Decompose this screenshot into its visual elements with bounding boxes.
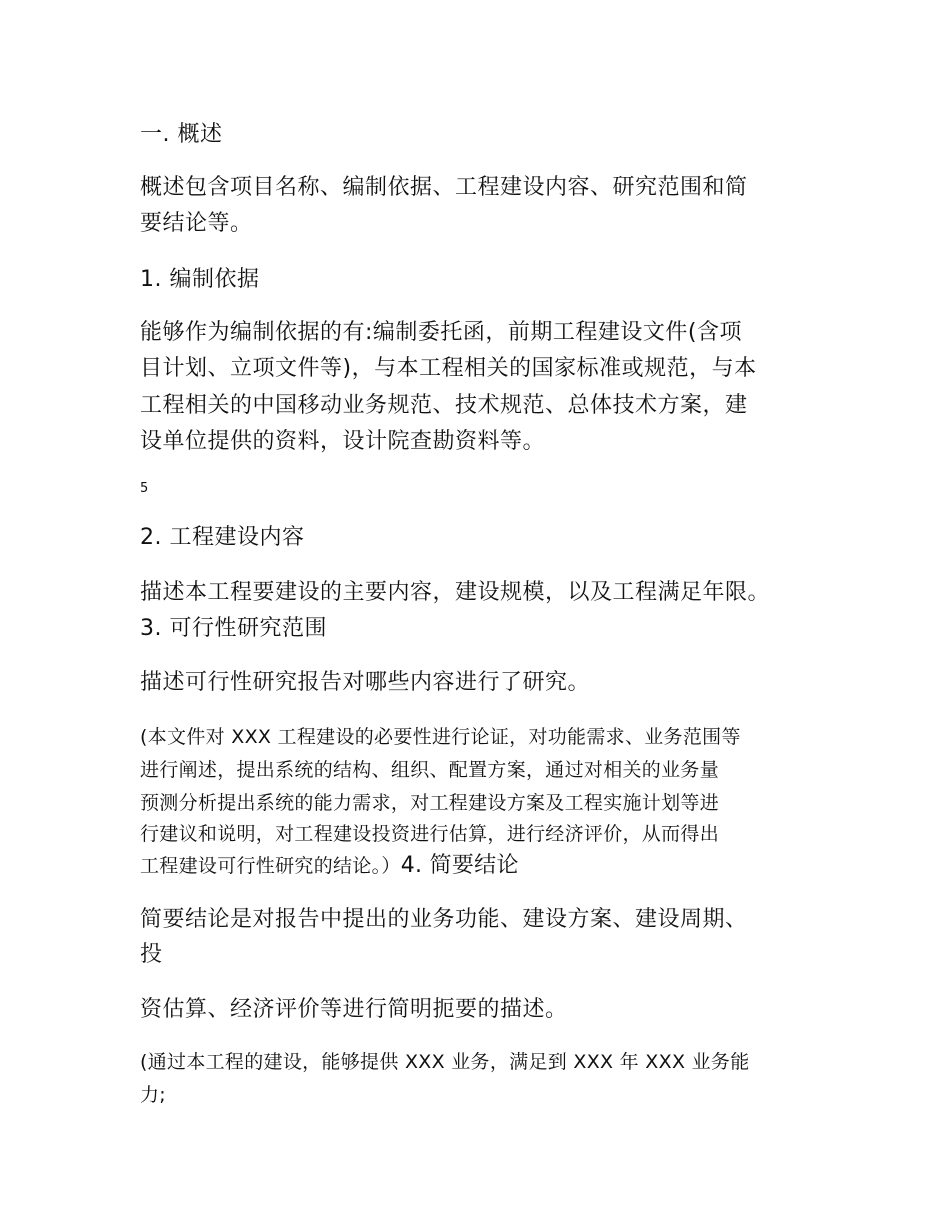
section2-text: 描述本工程要建设的主要内容，建设规模，以及工程满足年限。 [140, 580, 771, 605]
section1-text-line-4: 设单位提供的资料，设计院查勘资料等。 [140, 429, 546, 454]
overview-text-line-1: 概述包含项目名称、编制依据、工程建设内容、研究范围和简 [140, 175, 748, 200]
section3-example-closing: 工程建设可行性研究的结论。） [140, 855, 401, 877]
section2-heading: 2. 工程建设内容 [140, 525, 305, 550]
section3-example-line-3: 预测分析提出系统的能力需求，对工程建设方案及工程实施计划等进 [140, 792, 720, 814]
section1-text-line-2: 目计划、立项文件等)，与本工程相关的国家标准或规范，与本 [140, 356, 757, 381]
section3-example-line-4: 行建议和说明，对工程建设投资进行估算，进行经济评价，从而得出 [140, 823, 720, 845]
section3-example-line-2: 进行阐述，提出系统的结构、组织、配置方案，通过对相关的业务量 [140, 759, 720, 781]
heading-overview: 一. 概述 [140, 122, 223, 147]
section4-text-line-1: 简要结论是对报告中提出的业务功能、建设方案、建设周期、 [140, 907, 748, 932]
section4-example-line-1: (通过本工程的建设，能够提供 XXX 业务，满足到 XXX 年 XXX 业务能 [140, 1051, 750, 1073]
section1-text-line-1: 能够作为编制依据的有:编制委托函，前期工程建设文件(含项 [140, 320, 742, 345]
overview-text-line-2: 要结论等。 [140, 211, 253, 236]
page-number: 5 [140, 481, 149, 496]
section3-heading: 3. 可行性研究范围 [140, 616, 327, 641]
section4-text-line-2: 投 [140, 942, 163, 967]
section3-example-line-1: (本文件对 XXX 工程建设的必要性进行论证，对功能需求、业务范围等 [140, 726, 741, 748]
section4-text-line-3: 资估算、经济评价等进行简明扼要的描述。 [140, 997, 568, 1022]
section3-example-line-5 [140, 851, 519, 881]
section1-heading: 1. 编制依据 [140, 267, 260, 292]
section3-text: 描述可行性研究报告对哪些内容进行了研究。 [140, 670, 591, 695]
section4-example-line-2: 力; [140, 1084, 167, 1106]
section4-heading: 4. 简要结论 [400, 853, 519, 878]
section1-text-line-3: 工程相关的中国移动业务规范、技术规范、总体技术方案，建 [140, 393, 748, 418]
